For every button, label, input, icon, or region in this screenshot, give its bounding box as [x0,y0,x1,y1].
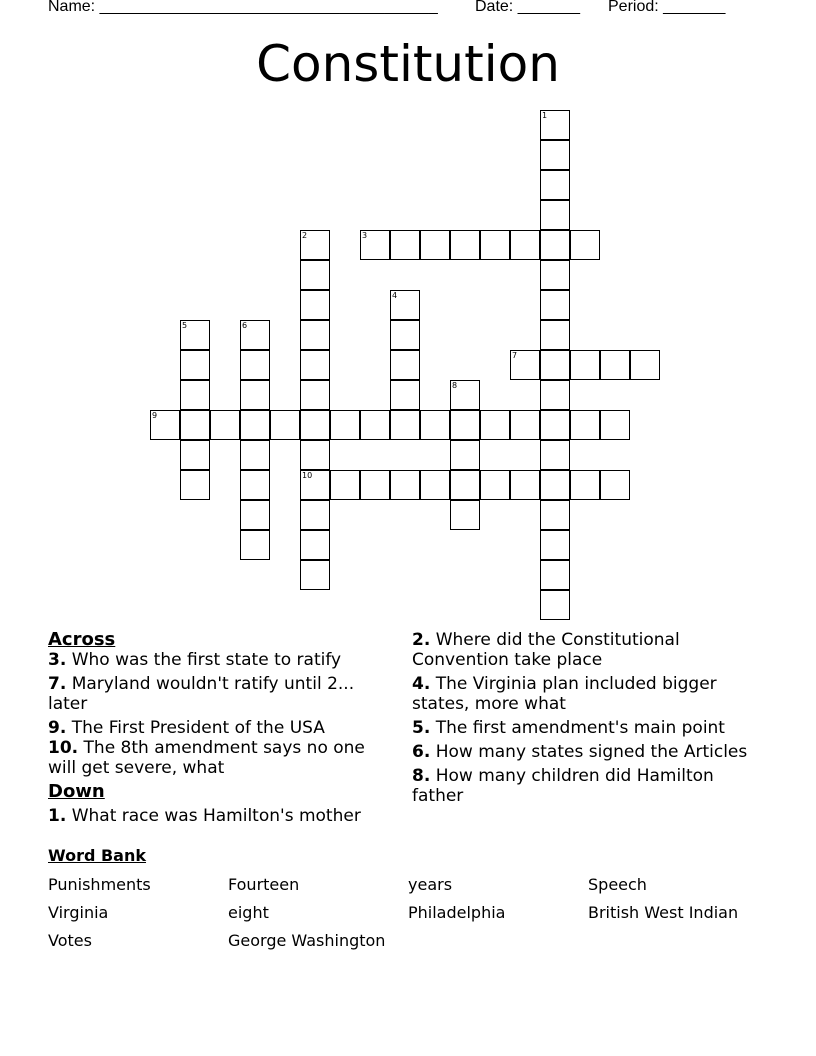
crossword-cell[interactable] [540,440,570,470]
crossword-cell[interactable] [630,350,660,380]
clue-number: 5. [412,718,431,738]
clue-text: How many states signed the Articles [435,742,748,762]
word-bank-item: Virginia [48,903,109,922]
crossword-cell[interactable] [300,530,330,560]
crossword-cell[interactable] [570,470,600,500]
crossword-cell[interactable] [300,380,330,410]
crossword-cell[interactable] [180,380,210,410]
clue-number: 3. [48,650,67,670]
clue-number: 9. [48,718,67,738]
date-field[interactable]: Date: _______ [475,0,580,15]
crossword-cell[interactable] [450,470,480,500]
clue-number-label: 9 [152,411,158,420]
crossword-cell[interactable] [480,230,510,260]
clue-number-label: 6 [242,321,248,330]
crossword-cell[interactable] [180,440,210,470]
crossword-cell[interactable] [240,500,270,530]
crossword-cell[interactable] [540,380,570,410]
word-bank-item: British West Indian [588,903,739,922]
word-bank-item: Votes [48,931,92,950]
clues-left-column [48,630,388,830]
clue-number: 8. [412,766,431,786]
word-bank-item: Punishments [48,875,151,894]
crossword-cell[interactable] [180,320,210,350]
crossword-cell[interactable] [360,230,390,260]
crossword-cell[interactable] [540,530,570,560]
crossword-cell[interactable] [450,380,480,410]
crossword-cell[interactable] [180,410,210,440]
clue-across-7 [48,674,388,714]
clue-number: 4. [412,674,431,694]
word-bank-item: George Washington [228,931,386,950]
crossword-cell[interactable] [300,440,330,470]
clue-down-5 [412,718,768,738]
word-bank-item: Philadelphia [408,903,506,922]
word-bank-item: Speech [588,875,647,894]
crossword-cell[interactable] [240,440,270,470]
crossword-cell[interactable] [360,410,390,440]
crossword-cell[interactable] [420,470,450,500]
crossword-cell[interactable] [540,350,570,380]
crossword-cell[interactable] [300,290,330,320]
clue-number: 10. [48,738,79,758]
crossword-cell[interactable] [570,410,600,440]
crossword-cell[interactable] [540,290,570,320]
crossword-cell[interactable] [180,350,210,380]
crossword-cell[interactable] [300,500,330,530]
word-bank-title: Word Bank [48,846,147,865]
clue-text: The first amendment's main point [435,718,725,738]
crossword-cell[interactable] [390,470,420,500]
crossword-cell[interactable] [540,410,570,440]
crossword-cell[interactable] [540,260,570,290]
crossword-cell[interactable] [330,470,360,500]
crossword-cell[interactable] [450,410,480,440]
clue-down-6 [412,742,768,762]
clue-number-label: 7 [512,351,518,360]
crossword-cell[interactable] [330,410,360,440]
crossword-cell[interactable] [510,410,540,440]
clue-number-label: 5 [182,321,188,330]
clue-number-label: 2 [302,231,308,240]
crossword-cell[interactable] [360,470,390,500]
clue-across-9 [48,718,388,738]
crossword-cell[interactable] [300,230,330,260]
crossword-cell[interactable] [540,470,570,500]
clue-text: Where did the Constitutional Convention take place [412,630,680,670]
crossword-cell[interactable] [510,350,540,380]
crossword-cell[interactable] [240,350,270,380]
crossword-cell[interactable] [540,500,570,530]
crossword-cell[interactable] [270,410,300,440]
student-info-header [48,0,768,20]
crossword-cell[interactable] [390,350,420,380]
crossword-cell[interactable] [600,410,630,440]
clue-down-8 [412,766,768,806]
period-field[interactable]: Period: _______ [608,0,726,15]
crossword-cell[interactable] [540,230,570,260]
clue-text: Who was the first state to ratify [71,650,342,670]
crossword-cell[interactable] [390,410,420,440]
crossword-cell[interactable] [540,140,570,170]
down-heading: Down [48,781,105,802]
clue-across-3 [48,650,388,670]
crossword-cell[interactable] [480,410,510,440]
crossword-cell[interactable] [180,470,210,500]
clue-number: 2. [412,630,431,650]
crossword-cell[interactable] [420,230,450,260]
crossword-cell[interactable] [300,410,330,440]
crossword-cell[interactable] [570,230,600,260]
crossword-cell[interactable] [300,260,330,290]
crossword-cell[interactable] [240,470,270,500]
clue-number: 7. [48,674,67,694]
word-bank-item: years [408,875,453,894]
crossword-cell[interactable] [540,320,570,350]
crossword-cell[interactable] [510,230,540,260]
clue-text: How many children did Hamilton father [412,766,714,806]
crossword-cell[interactable] [390,230,420,260]
crossword-cell[interactable] [150,410,180,440]
crossword-cell[interactable] [450,440,480,470]
clue-number-label: 1 [542,111,548,120]
crossword-cell[interactable] [390,320,420,350]
name-field[interactable]: Name: ______________________________________ [48,0,438,15]
crossword-cell[interactable] [600,350,630,380]
crossword-cell[interactable] [450,500,480,530]
clue-number-label: 4 [392,291,398,300]
clue-down-4 [412,674,768,714]
crossword-cell[interactable] [540,110,570,140]
crossword-cell[interactable] [240,320,270,350]
crossword-cell[interactable] [240,380,270,410]
crossword-cell[interactable] [480,470,510,500]
crossword-cell[interactable] [210,410,240,440]
crossword-cell[interactable] [510,470,540,500]
clue-down-2 [412,630,768,670]
across-heading: Across [48,629,116,650]
crossword-cell[interactable] [240,530,270,560]
puzzle-title: Constitution [256,35,560,93]
clue-across-10 [48,738,388,778]
crossword-cell[interactable] [600,470,630,500]
crossword-cell[interactable] [390,290,420,320]
clue-text: The Virginia plan included bigger states, more what [412,674,717,714]
crossword-cell[interactable] [300,320,330,350]
crossword-cell[interactable] [390,380,420,410]
clue-number-label: 3 [362,231,368,240]
crossword-cell[interactable] [540,200,570,230]
clue-text: Maryland wouldn't ratify until 2... later [48,674,355,714]
crossword-cell[interactable] [240,410,270,440]
clues-right-column [412,630,768,810]
crossword-cell[interactable] [570,350,600,380]
crossword-cell[interactable] [300,560,330,590]
word-bank-item: Fourteen [228,875,300,894]
crossword-cell[interactable] [540,170,570,200]
clue-number: 1. [48,806,67,826]
clue-text: The First President of the USA [71,718,325,738]
crossword-cell[interactable] [420,410,450,440]
clue-text: What race was Hamilton's mother [71,806,361,826]
clue-down-1 [48,806,388,826]
crossword-cell[interactable] [300,470,330,500]
clue-text: The 8th amendment says no one will get severe, what [48,738,365,778]
crossword-cell[interactable] [450,230,480,260]
crossword-cell[interactable] [540,590,570,620]
clue-number-label: 8 [452,381,458,390]
clue-number: 6. [412,742,431,762]
word-bank-item: eight [228,903,269,922]
crossword-cell[interactable] [300,350,330,380]
crossword-cell[interactable] [540,560,570,590]
clue-number-label: 10 [302,471,313,480]
